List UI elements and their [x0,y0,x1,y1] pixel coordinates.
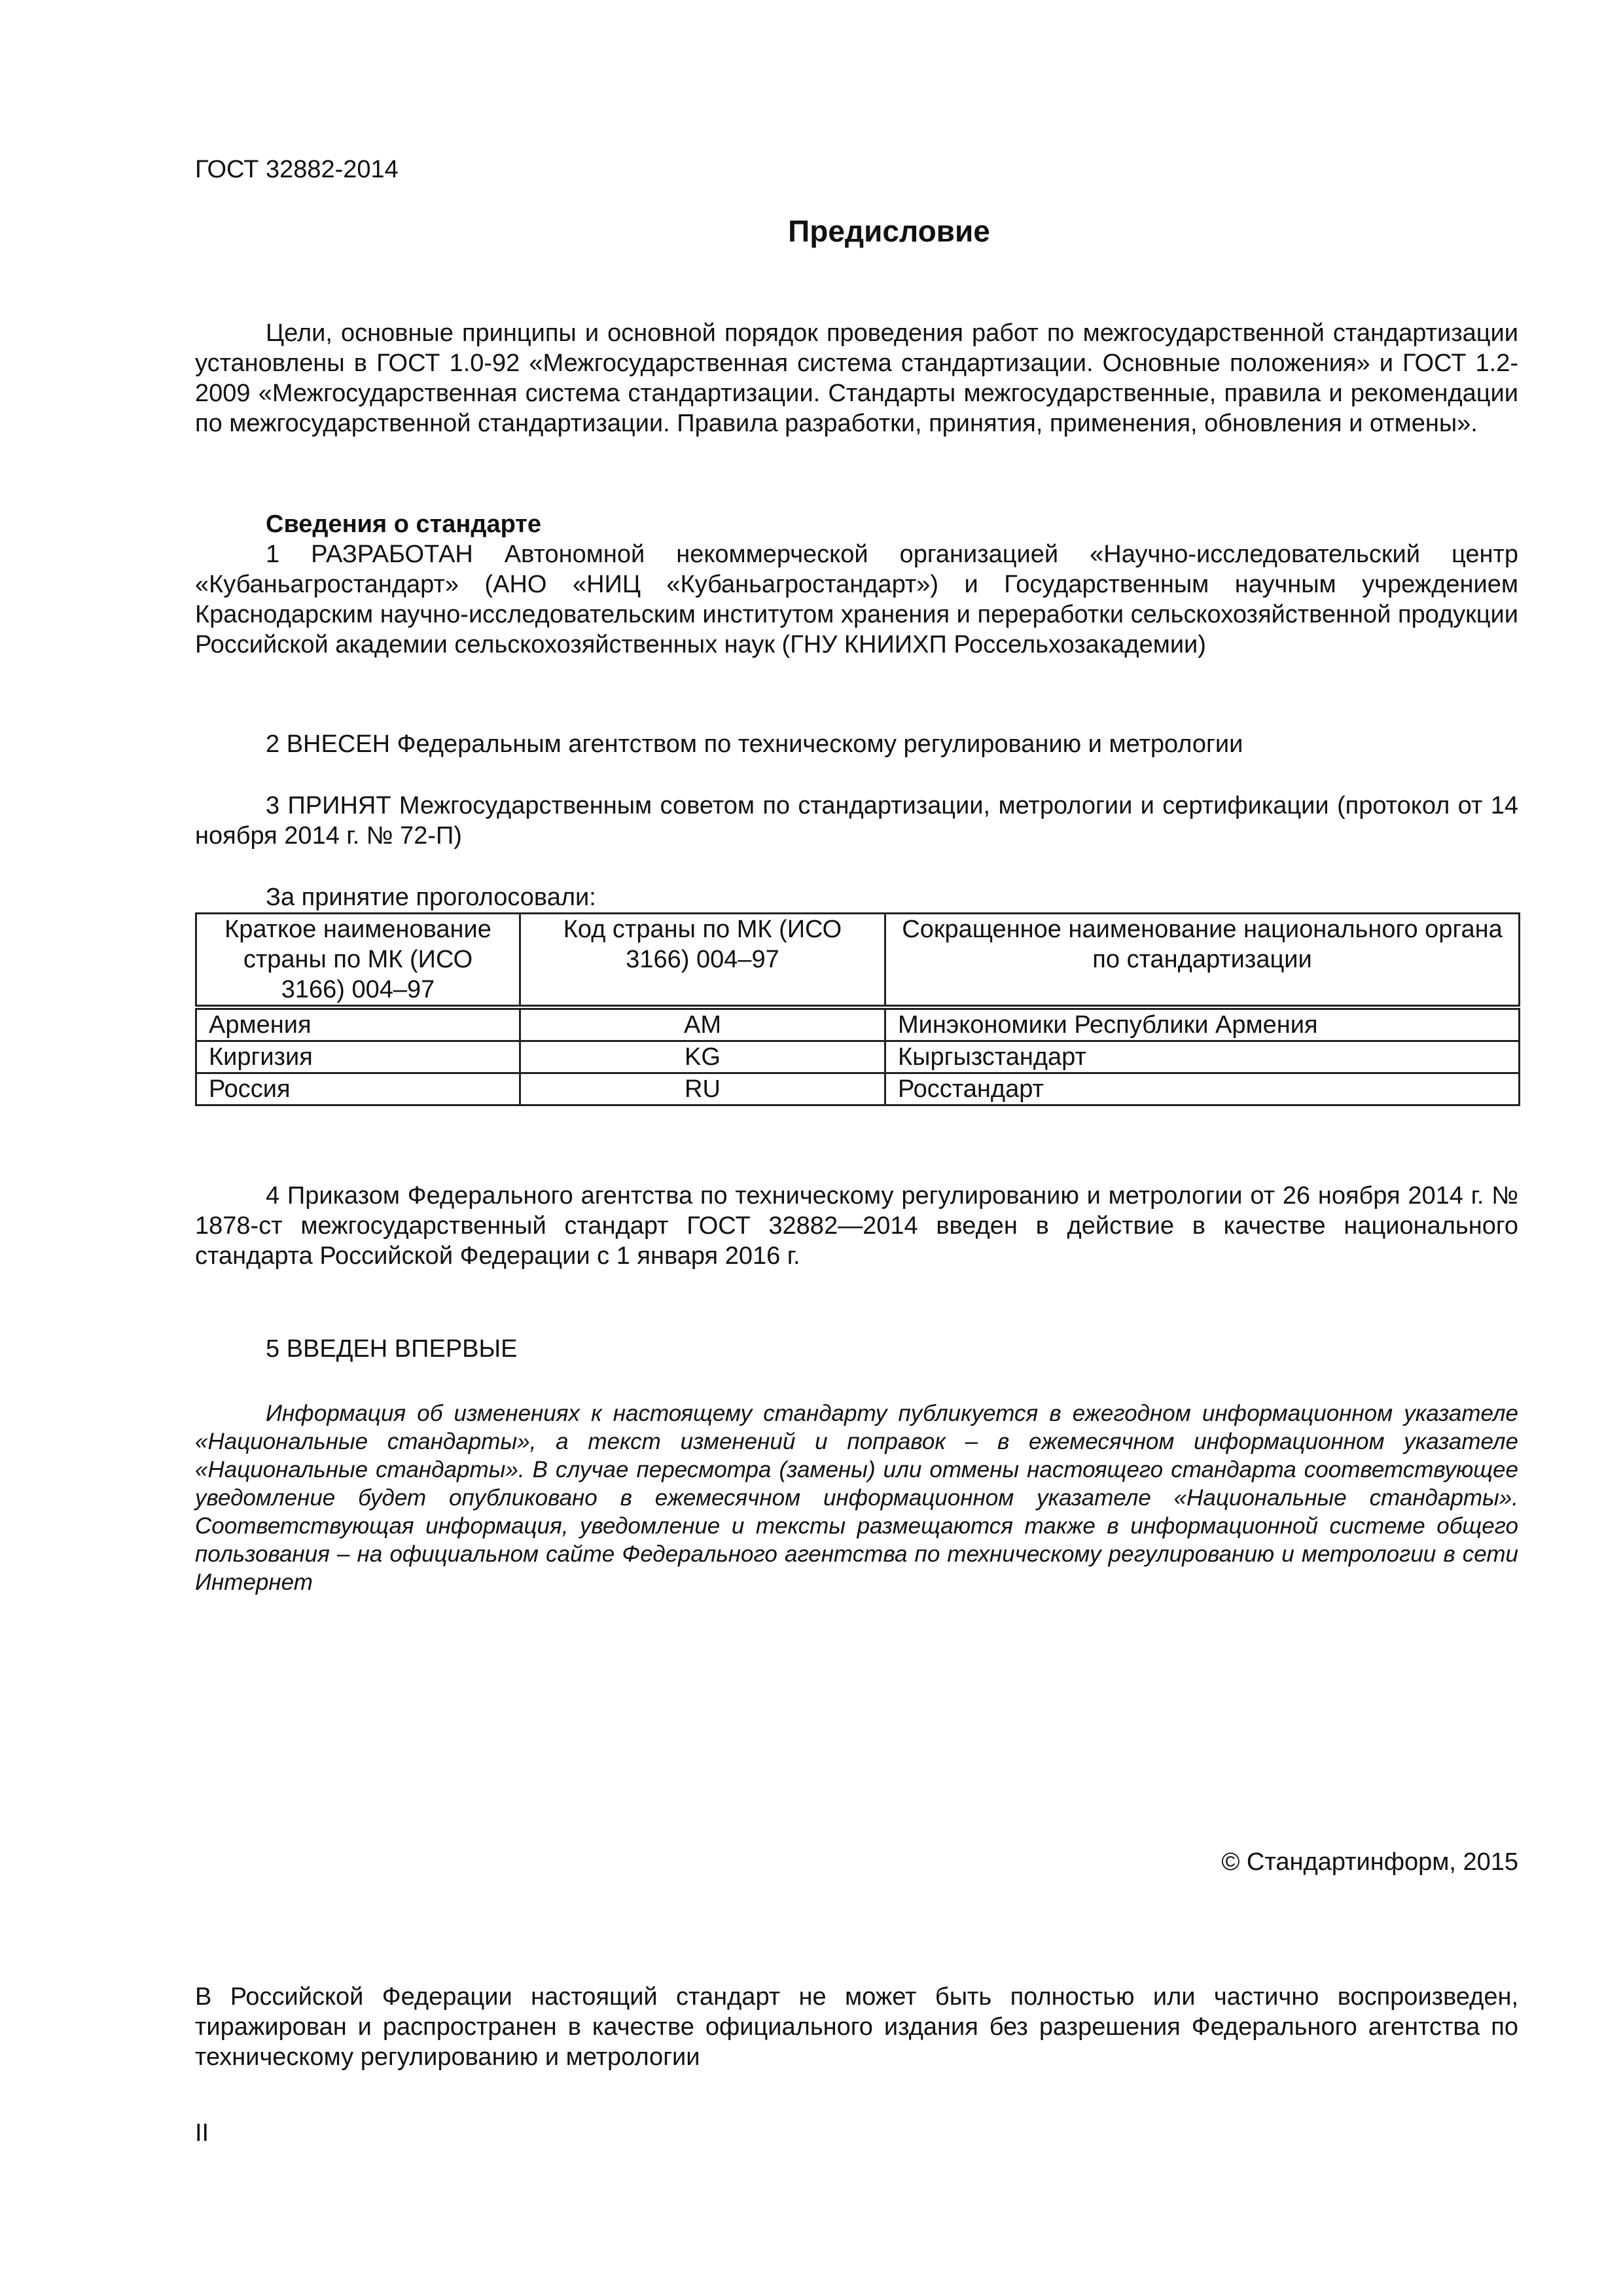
cell-country: Россия [196,1073,520,1105]
item-2-introduced: 2 ВНЕСЕН Федеральным агентством по техническому регулированию и метрологии [266,730,1243,758]
page-number: II [195,2119,209,2147]
item-3-adopted: 3 ПРИНЯТ Межгосударственным советом по стандартизации, метрологии и сертификации (протокол от 14 ноября 2014 г. № 72-П) [195,792,1518,850]
section-heading: Сведения о стандарте [266,511,542,538]
table-row [196,1007,1520,1041]
copyright: © Стандартинформ, 2015 [1221,1848,1518,1876]
vote-table-wrapper [195,912,1518,1106]
cell-code: KG [520,1041,885,1073]
header-country-name: Краткое наименование страны по МК (ИСО 3166) 004–97 [196,914,520,1008]
item-4-order: 4 Приказом Федерального агентства по техническому регулированию и метрологии от 26 ноября 2014 г. № 1878-ст межгосударственный стандарт ГОСТ 32882—2014 введен в действие в качестве национального стандарта Российской Федерации с 1 января 2016 г. [195,1182,1518,1270]
cell-code: RU [520,1073,885,1105]
legal-notice: В Российской Федерации настоящий стандарт не может быть полностью или частично воспроизведен, тиражирован и распространен в качестве официального издания без разрешения Федерального агентства по техническому регулированию и метрологии [195,1983,1518,2071]
item-1-developed: 1 РАЗРАБОТАН Автономной некоммерческой организацией «Научно-исследовательский центр «Кубаньагростандарт» (АНО «НИЦ «Кубаньагростандарт») и Государственным научным учреждением Краснодарским научно-исследовательским институтом хранения и переработки сельскохозяйственной продукции Российской академии сельскохозяйственных наук (ГНУ КНИИХП Россельхозакадемии) [195,541,1518,658]
page-title: Предисловие [788,214,990,248]
cell-country: Киргизия [196,1041,520,1073]
vote-table [195,912,1520,1106]
header-country-code: Код страны по МК (ИСО 3166) 004–97 [520,914,885,1008]
cell-code: AM [520,1007,885,1041]
header-standards-body: Сокращенное наименование национального органа по стандартизации [885,914,1520,1008]
table-row [196,1041,1520,1073]
info-note: Информация об изменениях к настоящему стандарту публикуется в ежегодном информационном указателе «Национальные стандарты», а текст изменений и поправок – в ежемесячном информационном указателе «Национальные стандарты». В случае пересмотра (замены) или отмены настоящего стандарта соответствующее уведомление будет опубликовано в ежемесячном информационном указателе «Национальные стандарты». Соответствующая информация, уведомление и тексты размещаются также в информационной системе общего пользования – на официальном сайте Федерального агентства по техническому регулированию и метрологии в сети Интернет [195,1401,1518,1595]
cell-body: Росстандарт [885,1073,1520,1105]
table-row [196,1073,1520,1105]
item-5-first-introduced: 5 ВВЕДЕН ВПЕРВЫЕ [266,1335,518,1363]
vote-caption: За принятие проголосовали: [266,884,596,911]
table-header-row [196,914,1520,1008]
cell-body: Кыргызстандарт [885,1041,1520,1073]
intro-paragraph: Цели, основные принципы и основной порядок проведения работ по межгосударственной стандартизации установлены в ГОСТ 1.0-92 «Межгосударственная система стандартизации. Основные положения» и ГОСТ 1.2-2009 «Межгосударственная система стандартизации. Стандарты межгосударственные, правила и рекомендации по межгосударственной стандартизации. Правила разработки, принятия, применения, обновления и отмены». [195,319,1518,437]
cell-country: Армения [196,1007,520,1041]
document-code: ГОСТ 32882-2014 [195,156,399,183]
cell-body: Минэкономики Республики Армения [885,1007,1520,1041]
